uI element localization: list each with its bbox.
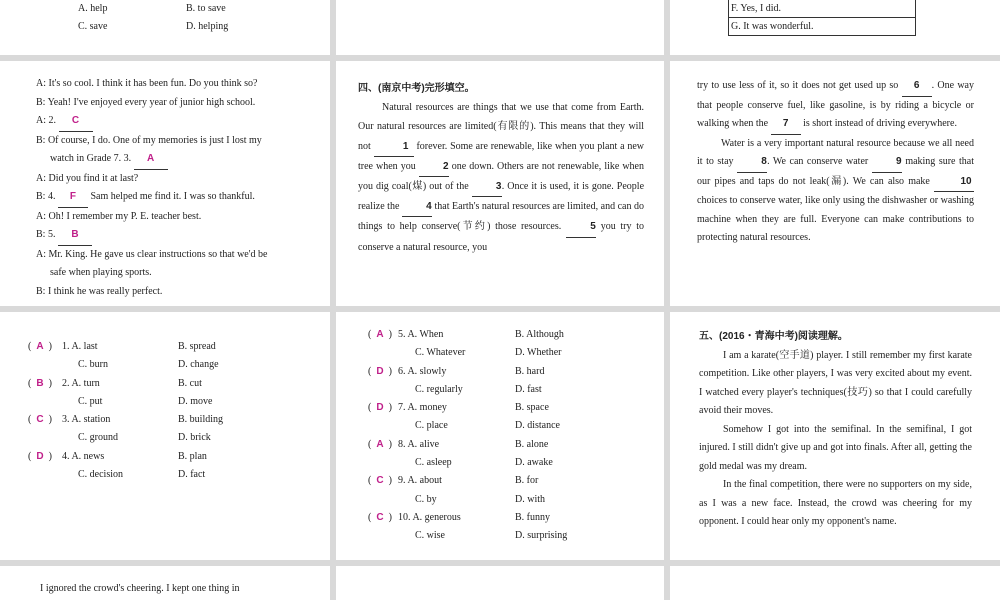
section-title: 四、(南京中考)完形填空。 bbox=[358, 83, 475, 94]
answer-5: B bbox=[58, 226, 92, 246]
option-b: B. funny bbox=[515, 511, 550, 523]
answer-paren: ( A ) bbox=[368, 329, 392, 340]
dialogue-line bbox=[36, 150, 306, 170]
cloze-paragraph bbox=[697, 77, 974, 135]
answer-paren: ( C ) bbox=[368, 511, 392, 523]
question-row bbox=[336, 527, 664, 545]
dialogue-line: safe when playing sports. bbox=[50, 267, 152, 278]
option-c: C. Whatever bbox=[415, 347, 466, 359]
blank-number: B: 5. bbox=[36, 229, 56, 240]
panel-reading bbox=[670, 312, 1000, 560]
reading-paragraph: I am a karate(空手道) player. I still remember my first karate competition. Like other players, I was very excited about my event. I watched every player's techniques(技巧) so that I could carefully avoid their moves. bbox=[699, 349, 972, 416]
question-row bbox=[336, 454, 664, 472]
panel-cloze bbox=[336, 61, 664, 306]
question-row bbox=[336, 363, 664, 381]
answer-letter: C bbox=[36, 414, 44, 426]
option-c: C. burn bbox=[78, 359, 108, 371]
answer-letter: B bbox=[36, 377, 44, 389]
answer-letter: A bbox=[376, 329, 384, 340]
question-group bbox=[0, 338, 330, 484]
question-row bbox=[0, 448, 330, 466]
option-b: B. for bbox=[515, 475, 539, 487]
cloze-text: that Earth's natural resources are limited, and can do things to help conserve(节约) those resources. bbox=[358, 201, 645, 233]
question-row bbox=[336, 509, 664, 527]
option-b: B. building bbox=[178, 414, 224, 426]
option-c: C. regularly bbox=[415, 383, 463, 395]
option-a: 9. A. about bbox=[398, 475, 442, 487]
question-row bbox=[336, 472, 664, 490]
option-b: B. plan bbox=[178, 450, 207, 462]
option-a: 4. A. news bbox=[62, 450, 105, 462]
dialogue-line bbox=[36, 226, 306, 246]
option-a: 7. A. money bbox=[398, 402, 447, 414]
option-a: 1. A. last bbox=[62, 341, 98, 352]
answer-letter: C bbox=[376, 511, 384, 523]
dialogue-line: B: Of course, I do. One of my memories is just I lost my bbox=[36, 134, 262, 146]
dialogue-line: A: Did you find it at last? bbox=[36, 172, 139, 184]
panel-options-top-left bbox=[0, 0, 330, 55]
question-row bbox=[0, 411, 330, 429]
option-a: A. help bbox=[78, 3, 108, 14]
cloze-text: one down. Others are not renewable, like when you dig coal(煤) out of the bbox=[358, 160, 644, 193]
section-title: 五、(2016・青海中考)阅读理解。 bbox=[699, 331, 848, 342]
panel-cloze-continued bbox=[670, 61, 1000, 306]
dialogue-line bbox=[36, 112, 306, 132]
cloze-text: is short instead of driving everywhere. bbox=[803, 118, 957, 129]
cloze-text: Water is a very important natural resource because we all need it to stay bbox=[697, 137, 974, 167]
reading-paragraph: Somehow I got into the semifinal. In the semifinal, I got injured. I still didn't give up and got into finals. After all, getting the gold medal was my dream. bbox=[699, 423, 972, 472]
option-d: D. change bbox=[178, 359, 219, 371]
cloze-text: choices to conserve water, like only using the dishwasher or washing machine when they are full. Everyone can make contributions to protecting natural resources. bbox=[697, 195, 974, 243]
answer-paren: ( D ) bbox=[28, 450, 52, 462]
option-c: C. save bbox=[78, 21, 108, 33]
blank-2: 2 bbox=[419, 157, 449, 177]
question-row bbox=[0, 338, 330, 356]
option-b: B. Although bbox=[515, 329, 564, 340]
dialogue-text: Sam helped me find it. I was so thankful. bbox=[90, 191, 255, 202]
option-a: 8. A. alive bbox=[398, 438, 440, 450]
panel-blank-bottom-right bbox=[670, 566, 1000, 600]
question-row bbox=[0, 375, 330, 393]
answer-letter: A bbox=[376, 438, 384, 450]
question-row bbox=[336, 344, 664, 362]
option-d: D. surprising bbox=[515, 530, 568, 542]
panel-dialogue bbox=[0, 61, 330, 306]
option-a: 2. A. turn bbox=[62, 377, 100, 389]
option-b: B. space bbox=[515, 402, 549, 414]
question-row bbox=[336, 417, 664, 435]
option-c: C. by bbox=[415, 493, 437, 505]
reading-text: I ignored the crowd's cheering. I kept one thing in bbox=[40, 583, 240, 594]
cloze-text: try to use less of it, so it does not get used up so bbox=[697, 80, 899, 91]
option-d: D. distance bbox=[515, 420, 560, 432]
answer-letter: C bbox=[376, 475, 384, 487]
option-d: D. fast bbox=[515, 383, 542, 395]
option-a: 3. A. station bbox=[62, 414, 111, 426]
option-d: D. with bbox=[515, 493, 545, 505]
panel-questions-5-10 bbox=[336, 312, 664, 560]
question-row bbox=[0, 466, 330, 484]
answer-paren: ( C ) bbox=[28, 414, 52, 426]
option-c: C. wise bbox=[415, 530, 445, 542]
option-b: B. alone bbox=[515, 438, 549, 450]
blank-9: 9 bbox=[872, 153, 902, 173]
blank-4: 4 bbox=[402, 197, 432, 217]
cloze-paragraph bbox=[358, 98, 644, 257]
dialogue-line: B: I think he was really perfect. bbox=[36, 285, 163, 297]
answer-paren: ( C ) bbox=[368, 475, 392, 487]
answer-paren: ( D ) bbox=[368, 402, 392, 414]
option-c: C. asleep bbox=[415, 457, 452, 469]
option-d: D. Whether bbox=[515, 347, 562, 359]
choice-g: G. It was wonderful. bbox=[729, 17, 915, 35]
cloze-text: . We can conserve water bbox=[767, 156, 869, 167]
answer-3: A bbox=[134, 150, 168, 170]
answer-letter: D bbox=[36, 450, 44, 462]
answer-letter: A bbox=[36, 341, 44, 352]
answer-paren: ( A ) bbox=[28, 341, 52, 352]
question-group bbox=[336, 326, 664, 546]
cloze-text: . One way that people conserve fuel, like gasoline, is by riding a bicycle or walking when the bbox=[697, 80, 974, 129]
option-a: 10. A. generous bbox=[398, 511, 461, 523]
cloze-text: . Once it is used, it is gone. People realize the bbox=[358, 181, 645, 213]
question-row bbox=[336, 436, 664, 454]
option-c: C. decision bbox=[78, 469, 123, 481]
answer-letter: D bbox=[376, 402, 384, 414]
panel-blank-bottom-middle bbox=[336, 566, 664, 600]
blank-number: A: 2. bbox=[36, 115, 56, 126]
blank-6: 6 bbox=[902, 77, 932, 97]
answer-paren: ( B ) bbox=[28, 377, 52, 389]
question-row bbox=[336, 326, 664, 344]
answer-2: C bbox=[59, 112, 93, 132]
option-a: 5. A. When bbox=[398, 329, 444, 340]
panel-blank-top-middle bbox=[336, 0, 664, 55]
blank-number: B: 4. bbox=[36, 191, 56, 202]
reading-paragraph: In the final competition, there were no supporters on my side, as I was a new face. Instead, the crowd was cheering for my opponent. I could hear only my opponent's name. bbox=[699, 479, 972, 527]
question-row bbox=[0, 393, 330, 411]
blank-number: watch in Grade 7. 3. bbox=[50, 153, 132, 164]
question-row bbox=[336, 491, 664, 509]
option-a: 6. A. slowly bbox=[398, 365, 447, 377]
option-row bbox=[0, 0, 330, 18]
choice-box bbox=[728, 0, 916, 36]
option-d: D. brick bbox=[178, 432, 211, 444]
panel-choices-top-right bbox=[670, 0, 1000, 55]
option-b: B. spread bbox=[178, 341, 216, 352]
cloze-text: you try to conserve a natural resource, you bbox=[358, 221, 645, 253]
question-row bbox=[336, 381, 664, 399]
blank-5: 5 bbox=[566, 217, 596, 237]
option-c: C. place bbox=[415, 420, 448, 432]
option-d: D. fact bbox=[178, 469, 206, 481]
dialogue-line: A: It's so cool. I think it has been fun. Do you think so? bbox=[36, 78, 258, 89]
option-c: C. put bbox=[78, 395, 103, 407]
answer-letter: D bbox=[376, 365, 384, 377]
option-b: B. to save bbox=[186, 3, 226, 14]
dialogue-line bbox=[36, 188, 306, 208]
option-c: C. ground bbox=[78, 432, 118, 444]
question-row bbox=[0, 356, 330, 374]
answer-paren: ( A ) bbox=[368, 438, 392, 450]
blank-10: 10 bbox=[934, 173, 974, 193]
panel-reading-continued bbox=[0, 566, 330, 600]
panel-questions-1-4 bbox=[0, 312, 330, 560]
blank-3: 3 bbox=[472, 177, 502, 197]
dialogue-line: A: Mr. King. He gave us clear instructions so that we'd be bbox=[36, 248, 268, 260]
blank-1: 1 bbox=[374, 137, 414, 157]
blank-8: 8 bbox=[737, 153, 767, 173]
answer-4: F bbox=[58, 188, 88, 208]
cloze-text: Natural resources are things that we use that come from Earth. Our natural resources are limited(有限的). This means that they will not bbox=[358, 102, 644, 152]
option-d: D. awake bbox=[515, 457, 553, 469]
choice-f: F. Yes, I did. bbox=[731, 3, 782, 14]
cloze-text: making sure that our pipes and taps do not leak(漏). We can also make bbox=[697, 156, 975, 187]
question-row bbox=[336, 399, 664, 417]
option-b: B. hard bbox=[515, 365, 545, 377]
question-row bbox=[0, 429, 330, 447]
option-b: B. cut bbox=[178, 377, 202, 389]
option-d: D. helping bbox=[186, 21, 229, 33]
option-row bbox=[0, 18, 330, 36]
blank-7: 7 bbox=[771, 115, 801, 135]
dialogue-line: B: Yeah! I've enjoyed every year of junior high school. bbox=[36, 96, 256, 108]
option-d: D. move bbox=[178, 395, 213, 407]
answer-paren: ( D ) bbox=[368, 365, 392, 377]
cloze-paragraph bbox=[697, 135, 974, 248]
dialogue-line: A: Oh! I remember my P. E. teacher best. bbox=[36, 210, 202, 222]
cloze-text: forever. Some are renewable, like when you plant a new tree when you bbox=[358, 140, 644, 172]
